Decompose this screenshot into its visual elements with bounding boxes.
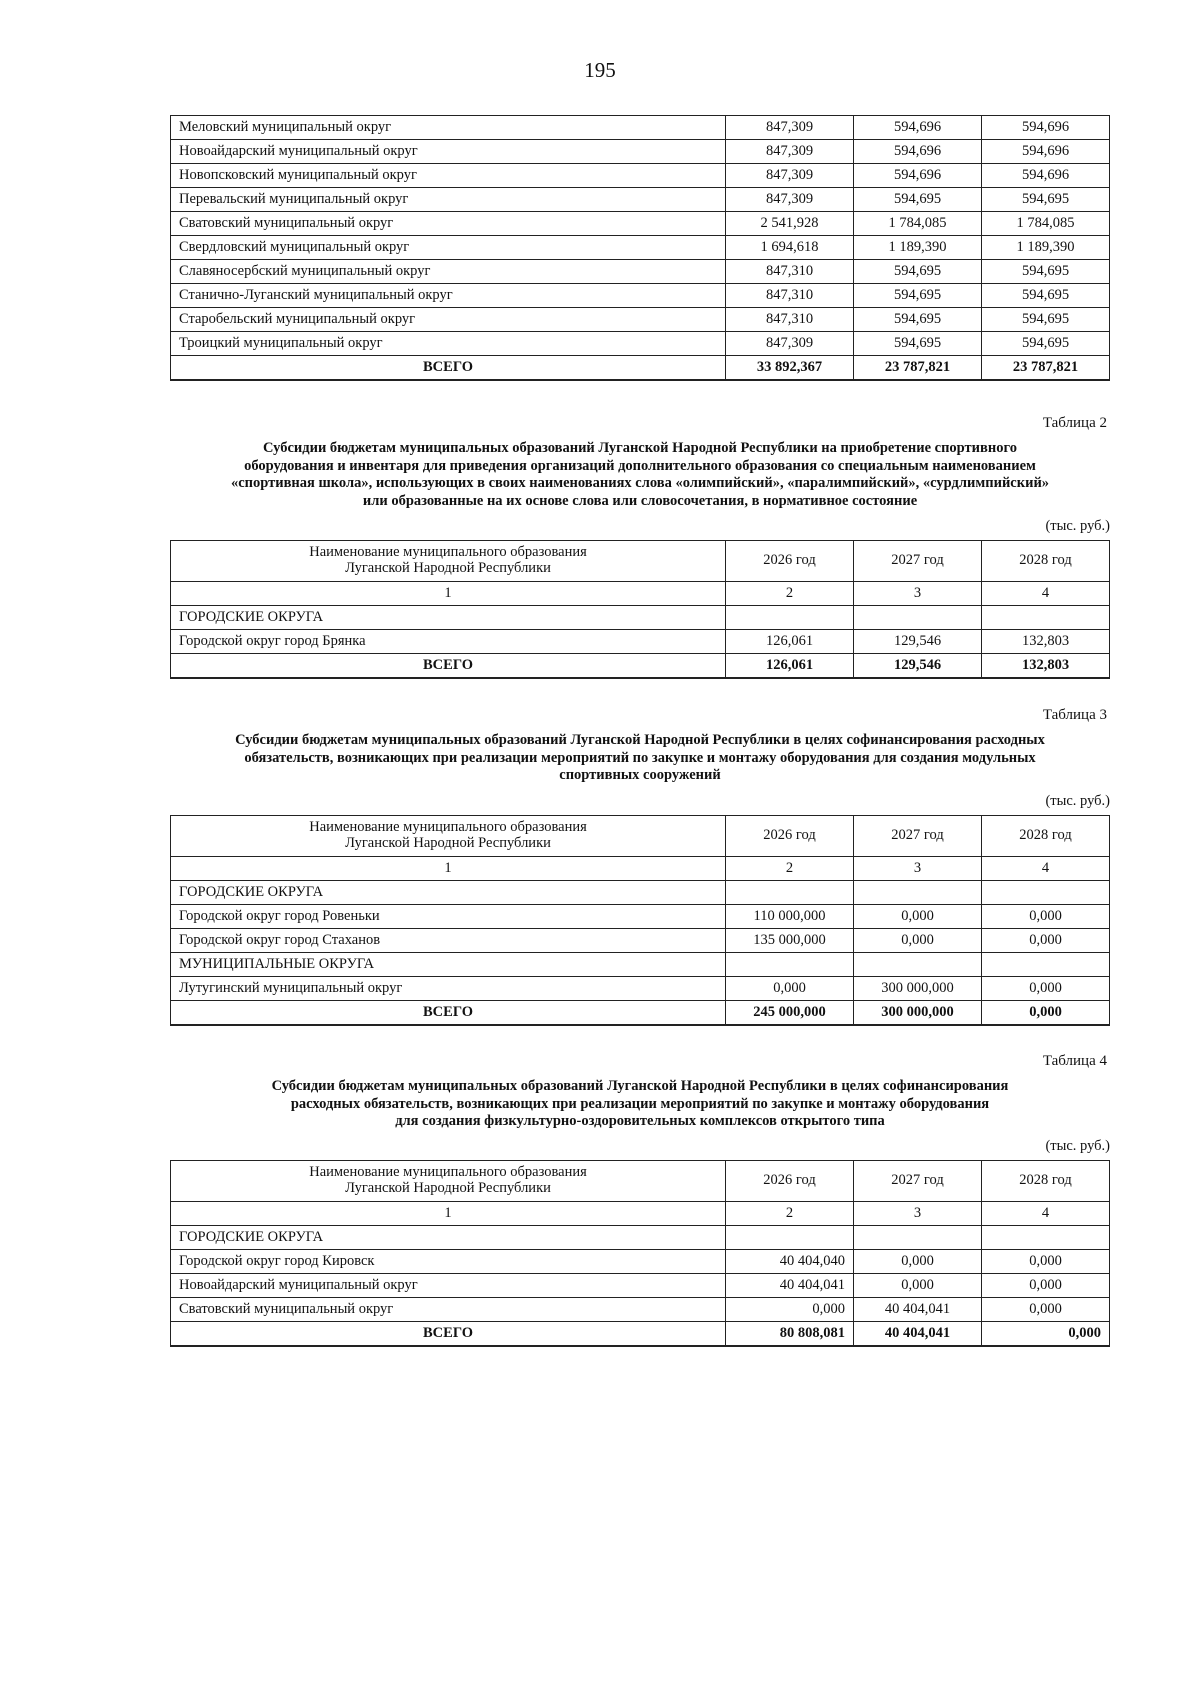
table-row [171, 140, 1110, 164]
table-row [171, 905, 1110, 929]
value-2026: 135 000,000 [726, 929, 854, 953]
column-number: 2 [726, 582, 854, 606]
row-name: Перевальский муниципальный округ [171, 188, 726, 212]
table-1-continuation [170, 115, 1110, 381]
row-name: Станично-Луганский муниципальный округ [171, 284, 726, 308]
value-2027 [854, 1226, 982, 1250]
value-2027: 300 000,000 [854, 977, 982, 1001]
header-name-line: Луганской Народной Республики [345, 835, 551, 851]
table-row [171, 116, 1110, 140]
table-header [171, 541, 1110, 582]
header-name-line: Наименование муниципального образования [309, 819, 587, 836]
total-row [171, 654, 1110, 679]
value-2028: 132,803 [982, 630, 1110, 654]
title-line: для создания физкультурно-оздоровительных комплексов открытого типа [395, 1113, 885, 1129]
section-row [171, 1226, 1110, 1250]
value-2028 [982, 953, 1110, 977]
value-2026: 847,309 [726, 164, 854, 188]
table-row [171, 212, 1110, 236]
total-row [171, 1001, 1110, 1026]
header-name-line: Луганской Народной Республики [345, 1180, 551, 1196]
value-2026: 1 694,618 [726, 236, 854, 260]
value-2028: 594,695 [982, 260, 1110, 284]
value-2027: 594,696 [854, 140, 982, 164]
title-line: Субсидии бюджетам муниципальных образований Луганской Народной Республики в целях софинансирования расходных [235, 732, 1045, 748]
value-2027 [854, 881, 982, 905]
value-2028: 0,000 [982, 1274, 1110, 1298]
column-number: 4 [982, 857, 1110, 881]
value-2027: 594,695 [854, 332, 982, 356]
value-2028: 1 189,390 [982, 236, 1110, 260]
value-2028: 0,000 [982, 929, 1110, 953]
total-label: ВСЕГО [171, 356, 726, 381]
column-numbers-row [171, 582, 1110, 606]
table-2-title [180, 440, 1100, 510]
total-label: ВСЕГО [171, 1322, 726, 1347]
header-2028: 2028 год [982, 541, 1110, 582]
table-row [171, 1298, 1110, 1322]
value-2026: 110 000,000 [726, 905, 854, 929]
header-2026: 2026 год [726, 816, 854, 857]
header-2028: 2028 год [982, 1161, 1110, 1202]
total-2027: 23 787,821 [854, 356, 982, 381]
column-number: 4 [982, 1202, 1110, 1226]
value-2026: 0,000 [726, 1298, 854, 1322]
table-3-label: Таблица 3 [1042, 707, 1107, 723]
title-line: расходных обязательств, возникающих при реализации мероприятий по закупке и монтажу оборудования [290, 1095, 990, 1112]
table-row [171, 164, 1110, 188]
value-2027: 0,000 [854, 905, 982, 929]
header-name-line: Луганской Народной Республики [345, 560, 551, 576]
total-row [171, 1322, 1110, 1347]
row-name: Старобельский муниципальный округ [171, 308, 726, 332]
value-2028: 594,695 [982, 284, 1110, 308]
title-line: «спортивная школа», использующих в своих наименованиях слова «олимпийский», «паралимпийский», «сурдлимпийский» [230, 475, 1050, 491]
row-name: Городской округ город Ровеньки [171, 905, 726, 929]
title-line: оборудования и инвентаря для приведения организаций дополнительного образования со специальным наименованием [244, 457, 1036, 474]
value-2026: 847,309 [726, 116, 854, 140]
column-numbers-row [171, 857, 1110, 881]
total-row [171, 356, 1110, 381]
value-2026: 40 404,040 [726, 1250, 854, 1274]
page-number: 195 [584, 58, 616, 82]
table-row [171, 1250, 1110, 1274]
total-label: ВСЕГО [171, 654, 726, 679]
header-2026: 2026 год [726, 541, 854, 582]
value-2026: 847,310 [726, 308, 854, 332]
value-2027: 1 784,085 [854, 212, 982, 236]
total-2028: 23 787,821 [982, 356, 1110, 381]
section-row [171, 953, 1110, 977]
value-2028: 0,000 [982, 905, 1110, 929]
column-number: 2 [726, 857, 854, 881]
value-2027: 594,696 [854, 116, 982, 140]
row-name: Новоайдарский муниципальный округ [171, 140, 726, 164]
table-header [171, 1161, 1110, 1202]
header-2027: 2027 год [854, 816, 982, 857]
row-name: Новоайдарский муниципальный округ [171, 1274, 726, 1298]
total-2026: 126,061 [726, 654, 854, 679]
header-2027: 2027 год [854, 1161, 982, 1202]
value-2028: 594,695 [982, 308, 1110, 332]
value-2027: 40 404,041 [854, 1298, 982, 1322]
column-number: 1 [171, 857, 726, 881]
header-2027: 2027 год [854, 541, 982, 582]
header-2026: 2026 год [726, 1161, 854, 1202]
table-3-title [180, 732, 1100, 785]
value-2026: 847,309 [726, 188, 854, 212]
value-2026: 40 404,041 [726, 1274, 854, 1298]
table-2-units: (тыс. руб.) [1045, 518, 1110, 534]
table-4-title [180, 1078, 1100, 1131]
table-row [171, 188, 1110, 212]
title-line: обязательств, возникающих при реализации мероприятий по закупке и монтажу оборудования для создания модульных [244, 749, 1036, 766]
value-2027: 0,000 [854, 1274, 982, 1298]
value-2027 [854, 953, 982, 977]
value-2028 [982, 1226, 1110, 1250]
header-2028: 2028 год [982, 816, 1110, 857]
value-2026 [726, 953, 854, 977]
column-number: 3 [854, 582, 982, 606]
total-2027: 129,546 [854, 654, 982, 679]
row-name: Сватовский муниципальный округ [171, 1298, 726, 1322]
title-line: спортивных сооружений [559, 767, 721, 783]
total-2026: 33 892,367 [726, 356, 854, 381]
column-number: 4 [982, 582, 1110, 606]
header-name [171, 541, 726, 582]
column-number: 1 [171, 582, 726, 606]
total-2028: 0,000 [982, 1001, 1110, 1026]
table-4 [170, 1160, 1110, 1347]
section-row [171, 606, 1110, 630]
total-2026: 245 000,000 [726, 1001, 854, 1026]
column-number: 3 [854, 1202, 982, 1226]
header-name [171, 816, 726, 857]
value-2027: 594,695 [854, 308, 982, 332]
value-2028: 1 784,085 [982, 212, 1110, 236]
value-2027: 1 189,390 [854, 236, 982, 260]
table-4-label: Таблица 4 [1042, 1053, 1107, 1069]
column-numbers-row [171, 1202, 1110, 1226]
row-name: Свердловский муниципальный округ [171, 236, 726, 260]
row-name: ГОРОДСКИЕ ОКРУГА [171, 1226, 726, 1250]
title-line: Субсидии бюджетам муниципальных образований Луганской Народной Республики на приобретение спортивного [263, 440, 1017, 456]
value-2027: 594,695 [854, 260, 982, 284]
row-name: Новопсковский муниципальный округ [171, 164, 726, 188]
table-row [171, 929, 1110, 953]
value-2026 [726, 1226, 854, 1250]
value-2027: 0,000 [854, 1250, 982, 1274]
table-row [171, 630, 1110, 654]
total-2028: 0,000 [982, 1322, 1110, 1347]
row-name: Лутугинский муниципальный округ [171, 977, 726, 1001]
value-2026: 847,309 [726, 140, 854, 164]
table-row [171, 236, 1110, 260]
value-2028: 0,000 [982, 1298, 1110, 1322]
value-2026 [726, 881, 854, 905]
column-number: 2 [726, 1202, 854, 1226]
value-2027: 0,000 [854, 929, 982, 953]
value-2028: 594,695 [982, 332, 1110, 356]
row-name: Городской округ город Брянка [171, 630, 726, 654]
value-2028: 0,000 [982, 1250, 1110, 1274]
section-row [171, 881, 1110, 905]
value-2026: 847,310 [726, 260, 854, 284]
value-2026: 847,309 [726, 332, 854, 356]
total-2027: 300 000,000 [854, 1001, 982, 1026]
table-row [171, 308, 1110, 332]
value-2027: 594,695 [854, 188, 982, 212]
value-2028 [982, 606, 1110, 630]
row-name: ГОРОДСКИЕ ОКРУГА [171, 606, 726, 630]
title-line: или образованные на их основе слова или словосочетания, в нормативное состояние [362, 492, 918, 509]
table-2-label: Таблица 2 [1042, 415, 1107, 431]
row-name: Сватовский муниципальный округ [171, 212, 726, 236]
value-2028: 0,000 [982, 977, 1110, 1001]
row-name: Меловский муниципальный округ [171, 116, 726, 140]
row-name: Городской округ город Стаханов [171, 929, 726, 953]
table-4-units: (тыс. руб.) [1045, 1138, 1110, 1154]
value-2027: 129,546 [854, 630, 982, 654]
total-2028: 132,803 [982, 654, 1110, 679]
table-2 [170, 540, 1110, 679]
value-2028: 594,696 [982, 164, 1110, 188]
row-name: МУНИЦИПАЛЬНЫЕ ОКРУГА [171, 953, 726, 977]
table-3 [170, 815, 1110, 1026]
value-2026: 0,000 [726, 977, 854, 1001]
header-name-line: Наименование муниципального образования [309, 544, 587, 561]
total-2027: 40 404,041 [854, 1322, 982, 1347]
table-row [171, 260, 1110, 284]
header-name-line: Наименование муниципального образования [309, 1164, 587, 1181]
value-2026: 126,061 [726, 630, 854, 654]
header-name [171, 1161, 726, 1202]
value-2027: 594,695 [854, 284, 982, 308]
table-3-units: (тыс. руб.) [1045, 793, 1110, 809]
column-number: 1 [171, 1202, 726, 1226]
value-2026 [726, 606, 854, 630]
total-label: ВСЕГО [171, 1001, 726, 1026]
table-row [171, 1274, 1110, 1298]
table-row [171, 332, 1110, 356]
value-2027: 594,696 [854, 164, 982, 188]
row-name: ГОРОДСКИЕ ОКРУГА [171, 881, 726, 905]
value-2028: 594,696 [982, 116, 1110, 140]
table-header [171, 816, 1110, 857]
value-2028: 594,696 [982, 140, 1110, 164]
row-name: Троицкий муниципальный округ [171, 332, 726, 356]
total-2026: 80 808,081 [726, 1322, 854, 1347]
title-line: Субсидии бюджетам муниципальных образований Луганской Народной Республики в целях софинансирования [271, 1078, 1009, 1094]
value-2028 [982, 881, 1110, 905]
column-number: 3 [854, 857, 982, 881]
value-2026: 2 541,928 [726, 212, 854, 236]
table-row [171, 284, 1110, 308]
row-name: Славяносербский муниципальный округ [171, 260, 726, 284]
row-name: Городской округ город Кировск [171, 1250, 726, 1274]
table-row [171, 977, 1110, 1001]
value-2027 [854, 606, 982, 630]
value-2028: 594,695 [982, 188, 1110, 212]
value-2026: 847,310 [726, 284, 854, 308]
